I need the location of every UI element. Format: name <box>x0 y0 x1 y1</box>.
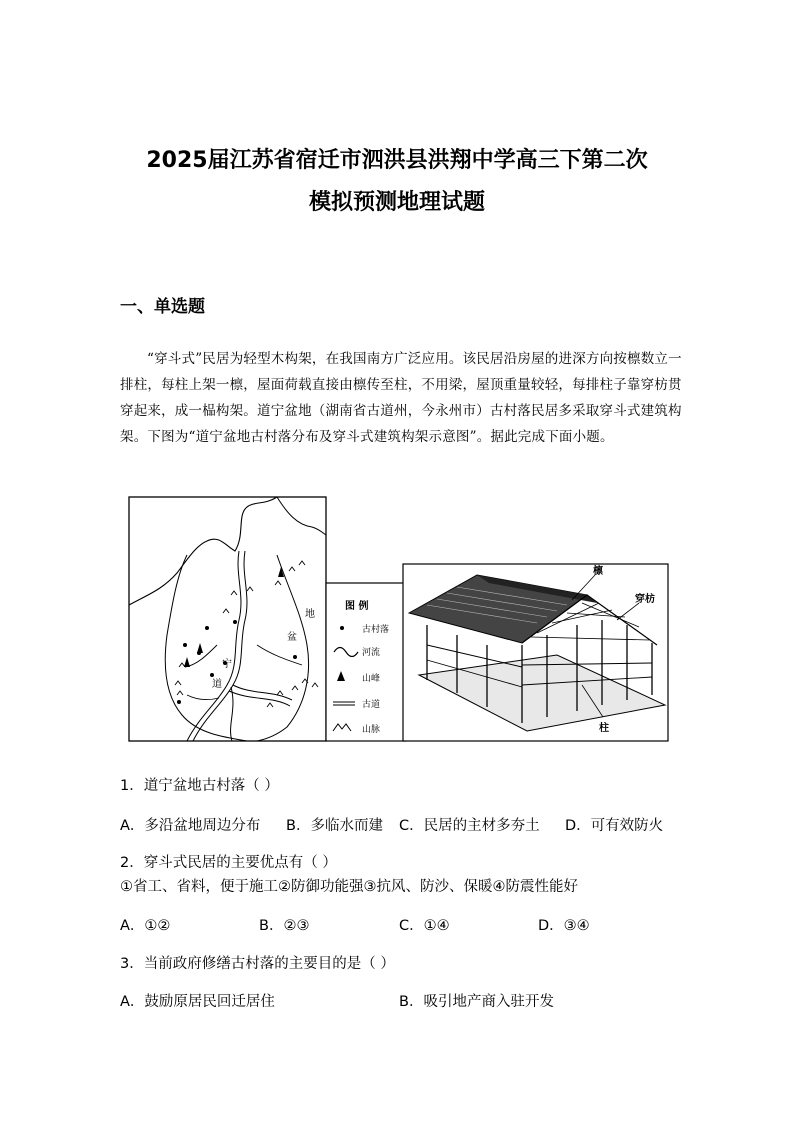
q1-option-b: B．多临水而建 <box>286 818 383 834</box>
q2-option-c: C．①④ <box>399 918 450 934</box>
legend-item-mountain: 山脉 <box>362 725 381 735</box>
q1-option-d: D．可有效防火 <box>565 818 664 834</box>
q1-option-a: A．多沿盆地周边分布 <box>120 818 261 834</box>
legend-item-village: 古村落 <box>362 625 390 635</box>
question-2-stem: 2．穿斗式民居的主要优点有（ ） <box>120 855 337 871</box>
q2-option-a: A．①② <box>120 918 171 934</box>
q2-option-b: B．②③ <box>259 918 310 934</box>
figure <box>127 495 670 745</box>
question-1-stem: 1．道宁盆地古村落（ ） <box>120 778 279 794</box>
q3-option-a: A．鼓励原居民回迁居住 <box>120 994 275 1010</box>
legend <box>326 583 406 741</box>
question-3-stem: 3．当前政府修缮古村落的主要目的是（ ） <box>120 956 395 972</box>
building-diagram <box>403 564 668 741</box>
section-heading: 一、单选题 <box>120 297 205 317</box>
title-line-1: 2025届江苏省宿迁市泗洪县洪翔中学高三下第二次 <box>146 148 648 173</box>
label-column: 柱 <box>599 723 609 734</box>
q3-option-b: B．吸引地产商入驻开发 <box>399 994 554 1010</box>
legend-village-icon <box>340 626 344 630</box>
map-label-ning: 宁 <box>222 659 232 670</box>
map-label-dao: 道 <box>212 679 222 690</box>
question-2-statements: ①省工、省料，便于施工②防御功能强③抗风、防沙、保暖④防震性能好 <box>120 879 578 895</box>
legend-title: 图 例 <box>345 601 369 612</box>
q1-option-c: C．民居的主材多夯土 <box>399 818 540 834</box>
map-label-pen: 盆 <box>287 632 297 643</box>
legend-item-road: 古道 <box>362 700 381 710</box>
map-label-di: 地 <box>305 609 315 620</box>
title-line-2: 模拟预测地理试题 <box>308 190 485 215</box>
label-purlin: 檩 <box>593 566 603 577</box>
basin-map <box>129 497 326 741</box>
legend-item-river: 河流 <box>362 648 381 658</box>
q2-option-d: D．③④ <box>538 918 590 934</box>
passage: “穿斗式”民居为轻型木构架，在我国南方广泛应用。该民居沿房屋的进深方向按檩数立一排柱，每柱上架一檩，屋面荷载直接由檩传至柱，不用梁，屋顶重量较轻，每排柱子靠穿枋贯穿起来，成一榀构架。道宁盆地（湖南省古道州，今永州市）古村落民居多采取穿斗式建筑构架。下图为“道宁盆地古村落分布及穿斗式建筑构架示意图”。据此完成下面小题。 <box>120 351 682 445</box>
label-tie-beam: 穿枋 <box>635 594 655 605</box>
legend-item-peak: 山峰 <box>362 674 381 684</box>
